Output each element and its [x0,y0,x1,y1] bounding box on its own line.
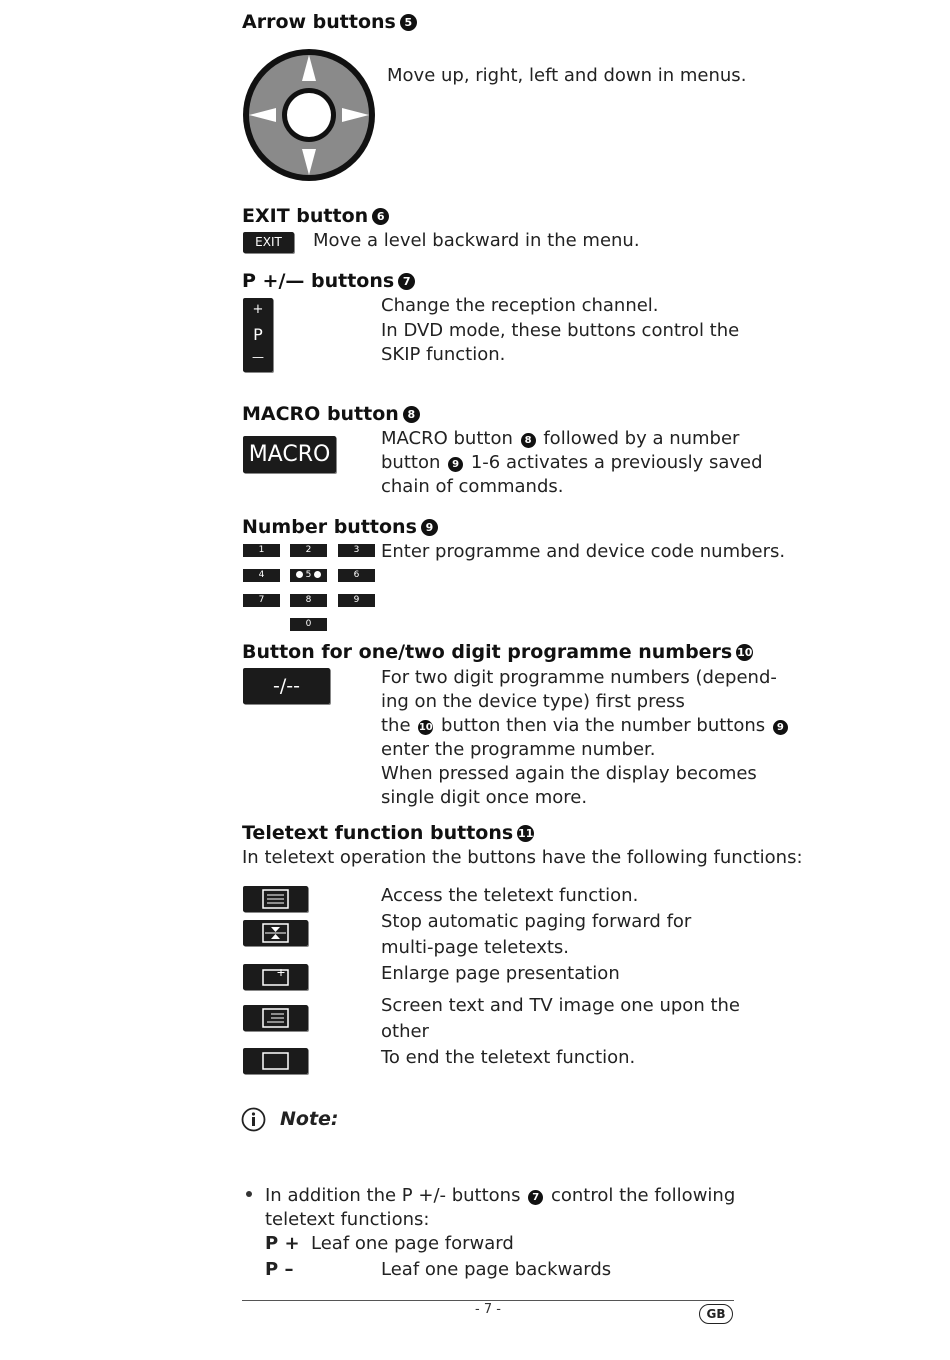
teletext-enlarge-icon [243,964,308,990]
number-key-2: 2 [290,544,327,557]
bullet-icon [246,1191,252,1197]
teletext-intro: In teletext operation the buttons have the following functions: [242,847,803,868]
digit-desc-line-2: ing on the device type) first press [381,691,685,712]
note-bullet-line-2: teletext functions: [265,1209,430,1230]
number-key-0: 0 [290,618,327,631]
digit-key: -/-- [243,668,330,704]
note-pplus-desc: Leaf one page forward [311,1233,514,1254]
exit-desc: Move a level backward in the menu. [313,230,640,251]
arrow-desc: Move up, right, left and down in menus. [387,65,747,86]
note-pplus-key: P + [265,1233,300,1254]
number-heading: Number buttons 9 [242,516,438,538]
number-key-9: 9 [338,594,375,607]
macro-desc-line-3: chain of commands. [381,476,564,497]
digit-desc-line-3: the 10 button then via the number buttons 9 [381,714,790,738]
p-buttons-heading: P +/— buttons 7 [242,270,415,292]
p-desc-line-3: SKIP function. [381,344,506,365]
info-icon [241,1107,266,1132]
number-key-7: 7 [243,594,280,607]
teletext-item-5-line-1: To end the teletext function. [381,1047,636,1068]
macro-desc-line-1: MACRO button 8 followed by a number [381,428,740,449]
note-pminus-key: P – [265,1259,294,1280]
exit-key: EXIT [243,232,294,253]
teletext-on-icon [243,886,308,912]
exit-heading: EXIT button 6 [242,205,389,227]
arrow-pad-icon [242,45,378,187]
number-key-6: 6 [338,569,375,582]
digit-desc-line-1: For two digit programme numbers (depend- [381,667,777,688]
digit-desc-line-5: When pressed again the display becomes [381,763,757,784]
digit-desc-line-4: enter the programme number. [381,739,656,760]
number-key-8: 8 [290,594,327,607]
number-key-3: 3 [338,544,375,557]
teletext-off-icon [243,1048,308,1074]
number-key-4: 4 [243,569,280,582]
digit-desc-line-6: single digit once more. [381,787,588,808]
teletext-item-4-line-2: other [381,1021,429,1042]
number-desc: Enter programme and device code numbers. [381,541,786,562]
teletext-hold-icon [243,920,308,946]
note-bullet-line-1: In addition the P +/- buttons 7 control the following [265,1185,736,1206]
number-key-1: 1 [243,544,280,557]
digit-heading: Button for one/two digit programme numbers 10 [242,641,753,663]
language-badge: GB [699,1304,733,1324]
macro-heading: MACRO button 8 [242,403,420,425]
teletext-item-2-line-1: Stop automatic paging forward for [381,911,692,932]
page-number: - 7 - [475,1302,501,1317]
macro-key: MACRO [243,436,336,473]
note-label: Note: [280,1108,339,1130]
teletext-heading: Teletext function buttons 11 [242,822,534,844]
teletext-item-1-line-1: Access the teletext function. [381,885,639,906]
footer-divider [242,1300,734,1301]
note-pminus-desc: Leaf one page backwards [381,1259,612,1280]
teletext-mix-icon [243,1005,308,1031]
teletext-item-3-line-1: Enlarge page presentation [381,963,620,984]
arrow-heading: Arrow buttons 5 [242,11,417,33]
p-rocker-key: + P — [243,298,273,372]
number-key-5: 5 [290,569,327,582]
teletext-item-2-line-2: multi-page teletexts. [381,937,570,958]
macro-desc-line-2: button 9 1-6 activates a previously saved [381,452,763,473]
teletext-item-4-line-1: Screen text and TV image one upon the [381,995,740,1016]
p-desc-line-1: Change the reception channel. [381,295,659,316]
p-desc-line-2: In DVD mode, these buttons control the [381,320,740,341]
